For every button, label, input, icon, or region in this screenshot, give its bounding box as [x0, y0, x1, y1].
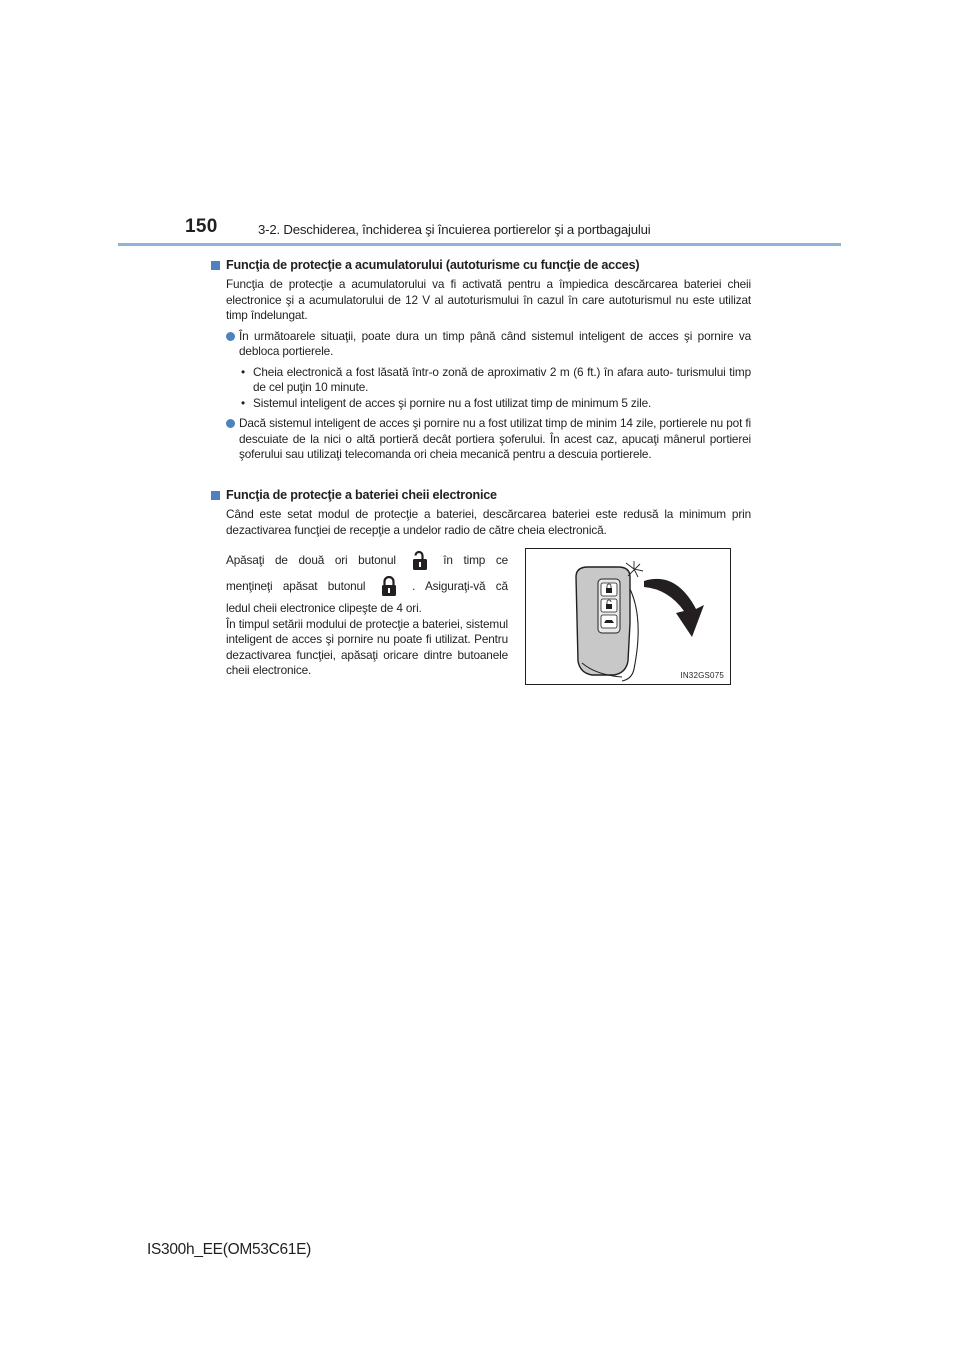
- circle-bullet-icon: [226, 419, 235, 428]
- list-item-text: Dacă sistemul inteligent de acces şi pornire nu a fost utilizat timp de minim 14 zile, portierele nu pot fi descuiate de la nici o altă portieră decât portiera şoferului. În acest caz, apucaţi mânerul portierei şoferului sau utilizaţi telecomanda ori cheia mecanică pentru a descuia portierele.: [239, 416, 751, 461]
- page-number: 150: [185, 216, 218, 237]
- sub-list-item-text: Sistemul inteligent de acces şi pornire nu a fost utilizat timp de minimum 5 zile.: [253, 395, 652, 410]
- sub-list-item-text: Cheia electronică a fost lăsată într-o zonă de aproximativ 2 m (6 ft.) în afara auto- turismului timp de cel puţin 10 minute.: [253, 364, 751, 394]
- section-paragraph: Funcţia de protecţie a acumulatorului va fi activată pentru a împiedica descărcarea bateriei cheii electronice şi a acumulatorului de 12 V al autoturismului în cazul în care autoturismul nu este utilizat timp îndelungat.: [226, 277, 751, 322]
- list-item-text: În următoarele situaţii, poate dura un timp până când sistemul inteligent de acces şi pornire va debloca portierele.: [239, 328, 751, 358]
- square-bullet-icon: [211, 491, 220, 500]
- section-title: [211, 488, 751, 502]
- sub-list-item: [241, 396, 751, 412]
- instruction-text: [226, 549, 508, 679]
- unlock-icon: [411, 550, 429, 572]
- list-item: [226, 329, 751, 360]
- header-rule: [118, 243, 841, 246]
- instruction-line: [226, 549, 508, 575]
- sub-bullet-icon: •: [241, 395, 245, 410]
- figure-code: IN32GS075: [680, 671, 724, 680]
- square-bullet-icon: [211, 261, 220, 270]
- battery-protection-section: [211, 258, 751, 463]
- section-title-text: Funcţia de protecţie a acumulatorului (autoturisme cu funcţie de acces): [226, 258, 640, 272]
- chapter-header: 3-2. Deschiderea, închiderea şi încuierea portierelor şi a portbagajului: [258, 222, 651, 237]
- section-title-text: Funcţia de protecţie a bateriei cheii electronice: [226, 488, 497, 502]
- instruction-fragment: Apăsaţi de două ori butonul: [226, 553, 396, 567]
- instruction-fragment: în timp ce: [443, 553, 509, 567]
- electronic-key-figure: [525, 548, 731, 685]
- lock-icon: [380, 576, 398, 598]
- footer-model-code: IS300h_EE(OM53C61E): [147, 1241, 312, 1258]
- instruction-note: În timpul setării modului de protecţie a bateriei, sistemul inteligent de acces şi pornire nu poate fi utilizat. Pentru dezactivarea funcţiei, apăsaţi oricare dintre butoanele cheii electronice.: [226, 616, 508, 677]
- instruction-continuation: ledul cheii electronice clipeşte de 4 ori.: [226, 601, 422, 615]
- instruction-line: [226, 575, 508, 601]
- instruction-fragment: menţineţi apăsat butonul: [226, 579, 366, 593]
- section-paragraph: Când este setat modul de protecţie a bateriei, descărcarea bateriei este redusă la minimum prin dezactivarea funcţiei de recepţie a undelor radio de către cheia electronică.: [226, 507, 751, 537]
- sub-list-item: [241, 365, 751, 396]
- sub-bullet-icon: •: [241, 364, 245, 379]
- section-title: [211, 258, 751, 272]
- circle-bullet-icon: [226, 332, 235, 341]
- key-battery-protection-section: [211, 488, 751, 538]
- electronic-key-illustration: [526, 549, 730, 684]
- list-item: [226, 416, 751, 463]
- instruction-fragment: . Asiguraţi-vă că: [412, 579, 508, 593]
